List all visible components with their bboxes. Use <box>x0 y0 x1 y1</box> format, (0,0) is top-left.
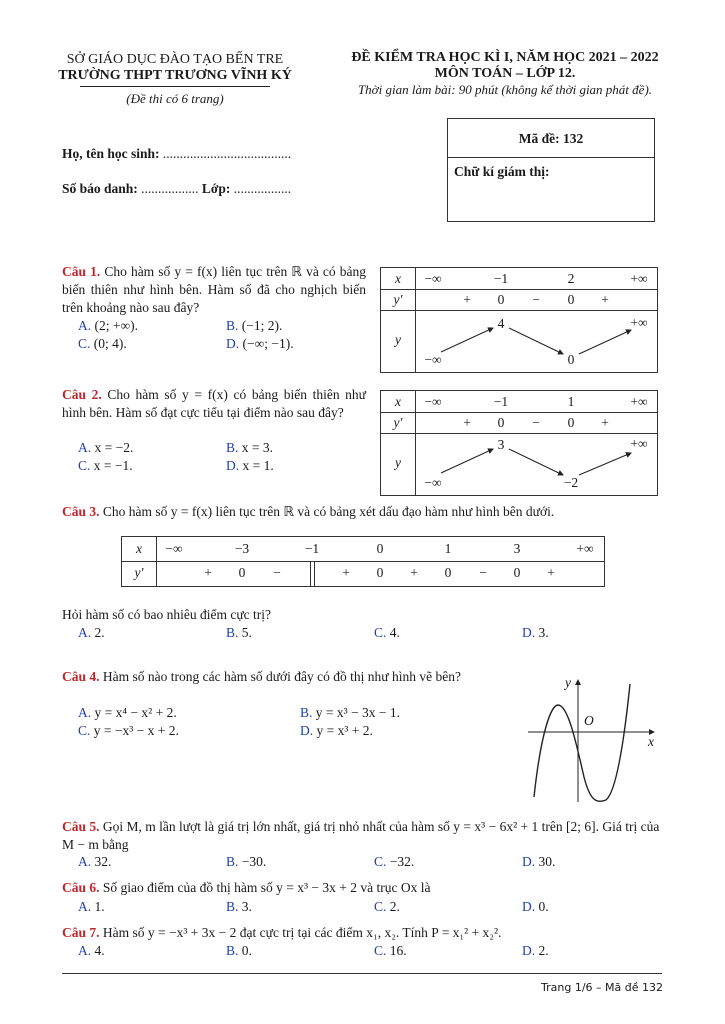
question-7 <box>62 924 666 942</box>
option-6d[interactable]: D. 0. <box>522 899 549 914</box>
question-number: Câu 2. <box>62 387 102 402</box>
school-underline <box>80 86 270 87</box>
question-2 <box>62 386 366 422</box>
option-4d[interactable]: D. y = x³ + 2. <box>300 723 373 738</box>
question-text: Hàm số y = −x³ + 3x − 2 đạt cực trị tại các điểm x₁, x₂. Tính P = x₁² + x₂². <box>102 925 502 940</box>
option-1d[interactable]: D. (−∞; −1). <box>226 336 294 351</box>
question-number: Câu 5. <box>62 819 100 834</box>
option-2d[interactable]: D. x = 1. <box>226 458 274 473</box>
question-number: Câu 7. <box>62 925 100 940</box>
time-note: Thời gian làm bài: 90 phút (không kể thời gian phát đề). <box>357 82 653 97</box>
option-5b[interactable]: B. −30. <box>226 854 267 869</box>
student-name-line <box>62 146 291 162</box>
option-7a[interactable]: A. 4. <box>78 943 105 958</box>
graph-svg <box>526 672 661 810</box>
school-name: TRƯỜNG THPT TRƯƠNG VĨNH KÝ <box>58 68 292 83</box>
question-5 <box>62 818 666 854</box>
option-7b[interactable]: B. 0. <box>226 943 252 958</box>
class-label: Lớp: <box>201 181 231 196</box>
page-footer: Trang 1/6 – Mã đề 132 <box>541 981 663 994</box>
question-4 <box>62 668 514 686</box>
variation-table-2: x −∞ −1 1 +∞ y′ + 0 − 0 + y 3 +∞ −∞ −2 <box>380 390 658 496</box>
header-left <box>40 52 310 107</box>
question-number: Câu 1. <box>62 264 101 279</box>
question-text: Cho hàm số y = f(x) liên tục trên ℝ và có bảng biến thiên như hình bên. Hàm số đã cho nghịch biến trên khoảng nào sau đây? <box>62 264 367 315</box>
class-dots: ................. <box>233 181 292 196</box>
option-7c[interactable]: C. 16. <box>374 943 407 958</box>
student-name-dots: ...................................... <box>162 146 292 161</box>
question-number: Câu 6. <box>62 880 100 895</box>
option-6a[interactable]: A. 1. <box>78 899 105 914</box>
student-name-label: Họ, tên học sinh: <box>62 146 160 161</box>
sbd-line <box>62 181 291 197</box>
supervisor-label: Chữ kí giám thị: <box>454 164 550 179</box>
option-7d[interactable]: D. 2. <box>522 943 549 958</box>
origin-label: O <box>584 713 594 728</box>
question-number: Câu 3. <box>62 504 100 519</box>
option-1a[interactable]: A. (2; +∞). <box>78 318 138 333</box>
pages-note: (Đề thi có 6 trang) <box>126 91 224 106</box>
variation-table-1: x −∞ −1 2 +∞ y′ + 0 − 0 + y 4 +∞ −∞ 0 <box>380 267 658 373</box>
subject-line: MÔN TOÁN – LỚP 12. <box>434 66 576 81</box>
option-3d[interactable]: D. 3. <box>522 625 549 640</box>
option-5d[interactable]: D. 30. <box>522 854 556 869</box>
question-3-ask: Hỏi hàm số có bao nhiêu điểm cực trị? <box>62 607 272 622</box>
option-5a[interactable]: A. 32. <box>78 854 112 869</box>
option-4b[interactable]: B. y = x³ − 3x − 1. <box>300 705 401 720</box>
exam-code-box <box>447 118 655 222</box>
footer-rule <box>62 973 662 974</box>
option-2c[interactable]: C. x = −1. <box>78 458 133 473</box>
option-2a[interactable]: A. x = −2. <box>78 440 134 455</box>
option-3b[interactable]: B. 5. <box>226 625 252 640</box>
sign-table-3: x −∞ −3 −1 0 1 3 +∞ y′ + 0 − + 0 + 0 − 0 + <box>121 536 605 587</box>
option-3c[interactable]: C. 4. <box>374 625 400 640</box>
question-text: Cho hàm số y = f(x) liên tục trên ℝ và có bảng xét dấu đạo hàm như hình bên dưới. <box>102 504 555 519</box>
question-3 <box>62 503 662 521</box>
function-graph <box>526 672 661 810</box>
option-2b[interactable]: B. x = 3. <box>226 440 274 455</box>
option-4a[interactable]: A. y = x⁴ − x² + 2. <box>78 705 177 720</box>
variation-arrows <box>381 391 657 495</box>
option-4c[interactable]: C. y = −x³ − x + 2. <box>78 723 179 738</box>
variation-arrows <box>381 268 657 372</box>
question-text: Hàm số nào trong các hàm số dưới đây có đồ thị như hình vẽ bên? <box>102 669 461 684</box>
cubic-curve <box>534 684 630 801</box>
question-text: Gọi M, m lần lượt là giá trị lớn nhất, giá trị nhỏ nhất của hàm số y = x³ − 6x² + 1 trên [2; 6]. Giá trị của M − m bằng <box>62 819 660 852</box>
question-number: Câu 4. <box>62 669 100 684</box>
exam-title: ĐỀ KIỂM TRA HỌC KÌ I, NĂM HỌC 2021 – 2022 <box>351 50 659 65</box>
option-6c[interactable]: C. 2. <box>374 899 400 914</box>
x-axis-label: x <box>648 734 654 749</box>
question-6 <box>62 879 666 897</box>
dept-name: SỞ GIÁO DỤC ĐÀO TẠO BẾN TRE <box>66 52 284 67</box>
sbd-dots: ................. <box>141 181 199 196</box>
sbd-label: Số báo danh: <box>62 181 138 196</box>
exam-code: Mã đề: 132 <box>518 131 584 146</box>
option-3a[interactable]: A. 2. <box>78 625 105 640</box>
header-right <box>330 50 680 98</box>
y-axis-label: y <box>565 675 571 690</box>
question-1 <box>62 263 366 317</box>
question-text: Cho hàm số y = f(x) có bảng biến thiên như hình bên. Hàm số đạt cực tiểu tại điểm nào sau đây? <box>62 387 367 420</box>
option-5c[interactable]: C. −32. <box>374 854 415 869</box>
option-1b[interactable]: B. (−1; 2). <box>226 318 283 333</box>
option-6b[interactable]: B. 3. <box>226 899 252 914</box>
question-text: Số giao điểm của đồ thị hàm số y = x³ − 3x + 2 và trục Ox là <box>102 880 431 895</box>
option-1c[interactable]: C. (0; 4). <box>78 336 127 351</box>
